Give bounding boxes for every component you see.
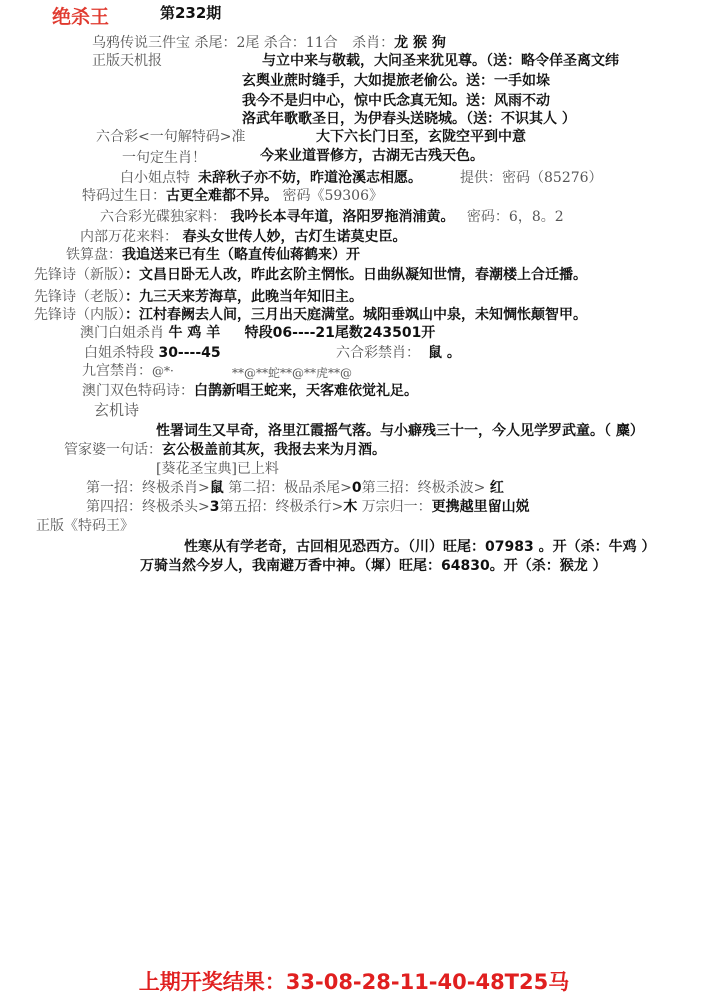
move-6-label: 万宗归一： <box>361 499 432 515</box>
line-15-text: ：江村春阙去人间，三月出天庭满堂。城阳垂飒山中泉，未知惆怅颠智甲。 <box>125 307 587 323</box>
line-10-code: 密码：6，8。2 <box>466 209 564 225</box>
line-17-value: 30----45 <box>158 345 221 361</box>
line-10 <box>100 208 564 226</box>
line-4: 我今不是归中心，惊中氏念真无知。送：风雨不动 <box>242 93 550 109</box>
line-6-label: 六合彩<一句解特码>准 <box>96 129 246 145</box>
line-1-label2: 杀肖： <box>352 35 395 51</box>
line-9 <box>82 187 383 205</box>
line-14-text: ：九三天来芳海草，此晚当年知旧主。 <box>125 289 363 305</box>
line-12 <box>66 246 360 264</box>
line-15 <box>34 306 587 324</box>
move-6-value: 更携越里留山娧 <box>431 499 530 515</box>
line-17-label: 白姐杀特段 <box>84 345 154 361</box>
move-1-label: 第一招：终极杀肖> <box>86 480 210 496</box>
line-24 <box>86 479 504 497</box>
line-17 <box>84 344 461 362</box>
move-3-value: 红 <box>489 480 504 496</box>
line-17-value2: 鼠 。 <box>428 345 461 361</box>
line-15-label: 先锋诗（内版） <box>34 307 125 323</box>
line-18-label: 九宫禁肖： <box>82 363 152 379</box>
line-16-value: 牛 鸡 羊 <box>168 325 221 341</box>
line-6-text: 大下六长门日至，玄陇空平到中意 <box>316 129 526 145</box>
line-12-text: 我追送来已有生（略直传仙蒋鹤来）开 <box>122 247 360 263</box>
line-7-text: 今来业道晋修方，古湖无古残天色。 <box>260 148 484 164</box>
move-2-value: 0 <box>351 480 362 496</box>
line-16 <box>80 324 435 342</box>
line-8-label: 白小姐点特 <box>120 170 190 186</box>
line-1-label: 乌鸦传说三件宝 <box>92 35 190 51</box>
move-5-value: 木 <box>343 499 358 515</box>
line-2 <box>92 52 619 70</box>
line-16-label: 澳门白姐杀肖 <box>80 325 164 341</box>
line-28: 万骑当然今岁人，我南避万香中神。（墀）旺尾：64830。开（杀：猴龙 ） <box>140 558 607 574</box>
line-6 <box>96 128 526 146</box>
line-20: 玄机诗 <box>94 401 140 419</box>
line-14 <box>34 288 363 306</box>
line-9-code: 密码《59306》 <box>282 188 383 204</box>
line-19-text: 白鹊新唱王蛇来，天客难依觉礼足。 <box>194 383 418 399</box>
line-22-label: 管家婆一句话： <box>64 442 162 458</box>
line-21: 性署词生又早奇，洛里江霞摇气落。与小癖残三十一，今人见学罗武童。（ 麋） <box>156 423 644 439</box>
line-9-text: 古更全难都不异。 <box>166 188 278 204</box>
line-13 <box>34 266 587 284</box>
line-8 <box>120 169 603 187</box>
line-18 <box>82 362 353 380</box>
line-3: 玄舆业蔗时缝手，大如提旅老偷公。送：一手如垛 <box>242 73 550 89</box>
last-draw-result: 上期开奖结果：33-08-28-11-40-48T25马 <box>138 970 570 994</box>
move-1-value: 鼠 <box>209 480 224 496</box>
line-11-text: 春头女世传人妙，古灯生诺莫史臣。 <box>182 229 407 245</box>
line-19 <box>82 382 418 400</box>
line-7-label: 一句定生肖！ <box>122 150 206 166</box>
line-14-label: 先锋诗（老版） <box>34 289 125 305</box>
line-27: 性寒从有学老奇，古回相见恐西方。（川）旺尾：07983 。开（杀：牛鸡 ） <box>184 539 656 555</box>
line-12-label: 铁算盘： <box>66 247 122 263</box>
line-19-label: 澳门双色特码诗： <box>82 383 194 399</box>
line-25 <box>86 498 530 516</box>
line-16-segment: 特段06----21尾数243501开 <box>244 325 436 341</box>
move-3-label: 第三招：终极杀波> <box>361 480 486 496</box>
brand-title: 绝杀王 <box>52 6 110 28</box>
line-18-text: @*· <box>152 364 174 378</box>
line-9-label: 特码过生日： <box>82 188 166 204</box>
line-23: [葵花圣宝典]已上料 <box>156 461 279 477</box>
line-2-label: 正版天机报 <box>92 53 162 69</box>
line-26: 正版《特码王》 <box>36 518 134 534</box>
line-1-value: 龙 猴 狗 <box>394 35 446 51</box>
line-11-label: 内部万花来料： <box>80 229 178 245</box>
line-11 <box>80 228 406 246</box>
line-8-text: 未辞秋子亦不妨，昨道沧溪志相愿。 <box>198 170 422 186</box>
line-2-text: 与立中来与敬载，大问圣来犹见尊。（送：略令佯圣离文纬 <box>262 53 619 69</box>
line-7 <box>122 148 484 167</box>
move-4-label: 第四招：终极杀头> <box>86 499 210 515</box>
header-bar <box>0 0 708 26</box>
line-22 <box>64 441 386 459</box>
line-8-provider: 提供：密码（85276） <box>460 170 603 186</box>
line-1-text: 杀尾：2尾 杀合：11合 <box>194 35 338 51</box>
line-10-label: 六合彩光碟独家料： <box>100 209 226 225</box>
line-18-text2: **@**蛇**@**虎**@ <box>232 366 353 380</box>
line-10-text: 我吟长本寻年道，洛阳罗拖消浦黄。 <box>230 209 455 225</box>
line-5: 洛武年歌歌圣日，为伊春头送晓城。（送：不识其人 ） <box>242 111 576 127</box>
line-13-label: 先锋诗（新版） <box>34 267 125 283</box>
line-13-text: ：文昌日卧无人改，昨此玄阶主惘怅。日曲纵凝知世情，春潮楼上合迁播。 <box>125 267 587 283</box>
issue-number: 第232期 <box>160 4 222 22</box>
line-22-text: 玄公极盖前其灰，我报去来为月酒。 <box>162 442 386 458</box>
line-17-label2: 六合彩禁肖： <box>336 345 420 361</box>
move-5-label: 第五招：终极杀行> <box>219 499 344 515</box>
line-1 <box>92 34 446 52</box>
move-2-label: 第二招：极品杀尾> <box>228 480 352 496</box>
move-4-value: 3 <box>209 499 220 515</box>
